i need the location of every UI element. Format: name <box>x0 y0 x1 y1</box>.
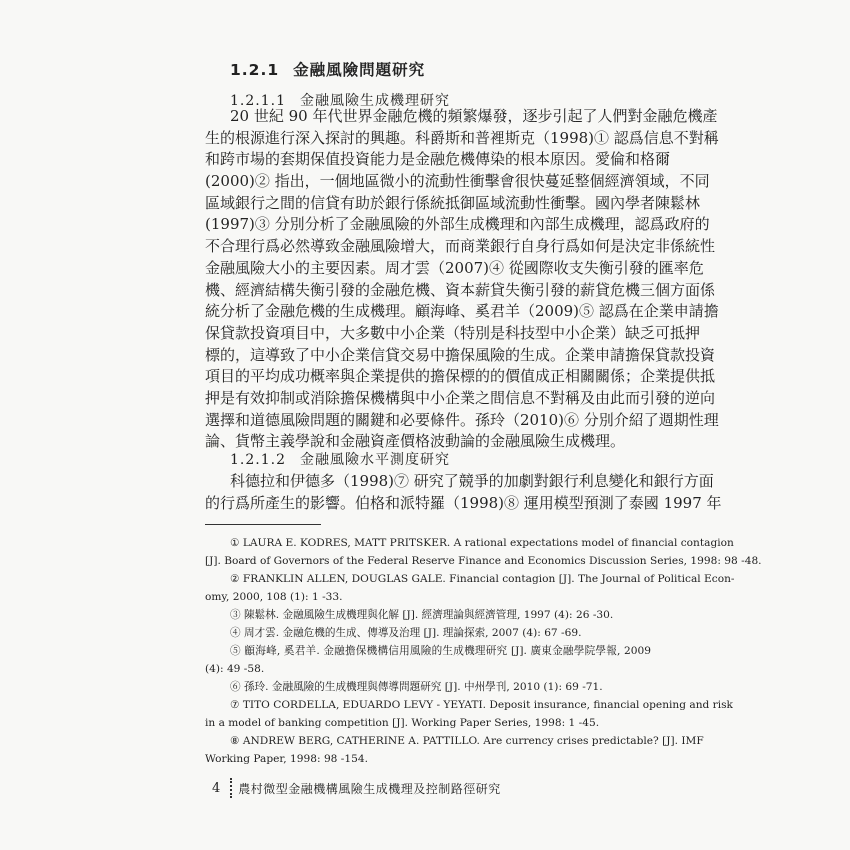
text-line: (1997)③ 分別分析了金融風險的外部生成機理和內部生成機理，認爲政府的 <box>205 215 710 234</box>
text-line: 和跨市場的套期保值投資能力是金融危機傳染的根本原因。愛倫和格爾 <box>205 150 671 169</box>
subsection-heading-2 <box>230 449 450 469</box>
footer-separator <box>230 778 232 798</box>
book-title: 農村微型金融機構風險生成機理及控制路徑研究 <box>238 781 501 796</box>
footnote-line: ④ 周才雲. 金融危機的生成、傳導及治理 [J]. 理論探索, 2007 (4): 67 -69. <box>230 627 582 639</box>
text-line: 押是有效抑制或消除擔保機構與中小企業之間信息不對稱及由此而引發的逆向 <box>205 388 716 407</box>
subsection-number: 1.2.1.1 <box>230 93 286 109</box>
text-line: 論、貨幣主義學說和金融資產價格波動論的金融風險生成機理。 <box>205 432 626 451</box>
text-line: 金融風險大小的主要因素。周才雲（2007)④ 從國際收支失衡引發的匯率危 <box>205 258 704 277</box>
text-line: 項目的平均成功概率與企業提供的擔保標的的價值成正相關關係；企業提供抵 <box>205 367 716 386</box>
text-line: 統分析了金融危機的生成機理。顧海峰、奚君羊（2009)⑤ 認爲在企業申請擔 <box>205 302 719 321</box>
section-number: 1.2.1 <box>230 61 280 79</box>
text-line: 標的，這導致了中小企業信貸交易中擔保風險的生成。企業申請擔保貸款投資 <box>205 345 716 364</box>
footnote-line: ① LAURA E. KODRES, MATT PRITSKER. A rational expectations model of financial contagion <box>230 537 734 549</box>
footnote-line: (4): 49 -58. <box>205 663 265 675</box>
subsection-number: 1.2.1.2 <box>230 452 286 468</box>
text-line: 區域銀行之間的信貸有助於銀行係統抵御區域流動性衝擊。國內學者陳鬆林 <box>205 193 701 212</box>
subsection-title: 金融風險水平測度研究 <box>299 452 450 468</box>
text-line: 科德拉和伊德多（1998)⑦ 研究了競爭的加劇對銀行利息變化和銀行方面 <box>230 472 714 490</box>
section-heading <box>230 58 425 80</box>
paragraph-2 <box>205 471 722 514</box>
footnote-line: ③ 陳鬆林. 金融風險生成機理與化解 [J]. 經濟理論與經濟管理, 1997 (4): 26 -30. <box>230 609 614 621</box>
footnotes <box>205 534 762 768</box>
text-line: 機、經濟結構失衡引發的金融危機、資本薪貸失衡引發的薪貸危機三個方面係 <box>205 280 716 299</box>
text-line: 選擇和道德風險問題的關鍵和必要條件。孫玲（2010)⑥ 分別介紹了週期性理 <box>205 410 719 429</box>
footnote-line: Working Paper, 1998: 98 -154. <box>205 753 368 765</box>
footnote-line: omy, 2000, 108 (1): 1 -33. <box>205 591 343 603</box>
footnote-line: ⑥ 孫玲. 金融風險的生成機理與傳導問題研究 [J]. 中州學刊, 2010 (1): 69 -71. <box>230 681 603 693</box>
section-title: 金融風險問題研究 <box>293 61 426 79</box>
paragraph-1 <box>205 106 719 453</box>
footnote-line: [J]. Board of Governors of the Federal Reserve Finance and Economics Discussion Series, 1998: 98 -48. <box>205 555 762 567</box>
text-line: (2000)② 指出，一個地區微小的流動性衝擊會很快蔓延整個經濟領域，不同 <box>205 172 710 191</box>
text-line: 的行爲所產生的影響。伯格和派特羅（1998)⑧ 運用模型預測了泰國 1997 年 <box>205 493 722 512</box>
footnote-line: ⑤ 顧海峰, 奚君羊. 金融擔保機構信用風險的生成機理研究 [J]. 廣東金融學院學報, 2009 <box>230 645 651 657</box>
page-number: 4 <box>212 780 221 796</box>
subsection-title: 金融風險生成機理研究 <box>299 93 450 109</box>
text-line: 不合理行爲必然導致金融風險增大，而商業銀行自身行爲如何是決定非係統性 <box>205 237 716 256</box>
text-line: 保貸款投資項目中，大多數中小企業（特別是科技型中小企業）缺乏可抵押 <box>205 323 701 342</box>
footnote-line: in a model of banking competition [J]. Working Paper Series, 1998: 1 -45. <box>205 717 600 729</box>
footnote-line: ⑦ TITO CORDELLA, EDUARDO LEVY - YEYATI. Deposit insurance, financial opening and risk <box>230 699 733 711</box>
text-line: 20 世紀 90 年代世界金融危機的頻繁爆發，逐步引起了人們對金融危機產 <box>230 107 718 125</box>
footnote-line: ⑧ ANDREW BERG, CATHERINE A. PATTILLO. Are currency crises predictable? [J]. IMF <box>230 735 704 747</box>
footnote-line: ② FRANKLIN ALLEN, DOUGLAS GALE. Financial contagion [J]. The Journal of Political Econ- <box>230 573 735 585</box>
page-footer <box>212 778 501 798</box>
footnote-divider <box>205 524 321 525</box>
text-line: 生的根源進行深入探討的興趣。科爵斯和普裡斯克（1998)① 認爲信息不對稱 <box>205 128 719 147</box>
